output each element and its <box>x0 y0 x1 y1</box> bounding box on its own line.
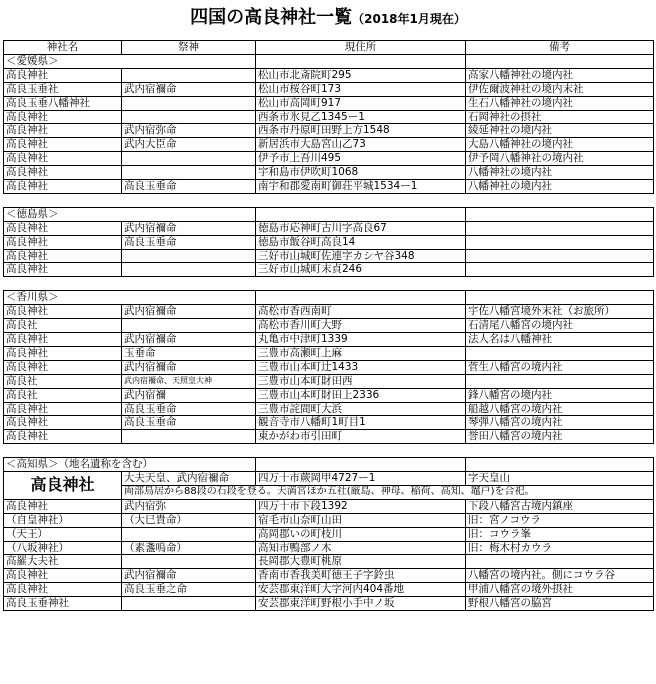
note-cell: 八幡神社の境内社 <box>466 166 654 180</box>
shrine-name-cell: 高良玉垂神社 <box>4 597 122 611</box>
address-cell: 四万十市下段1392 <box>256 499 466 513</box>
deity-cell <box>122 430 256 444</box>
shrine-name-cell: 高良神社 <box>4 360 122 374</box>
shrine-name-cell: （自皇神社） <box>4 513 122 527</box>
deity-cell <box>122 555 256 569</box>
section-blank <box>466 207 654 221</box>
note-cell <box>466 374 654 388</box>
shrine-name-cell: 高良神社 <box>4 110 122 124</box>
shrine-name-cell: 高良神社 <box>4 138 122 152</box>
shrine-name-cell: 高良神社 <box>4 333 122 347</box>
header-deity: 祭神 <box>122 41 256 55</box>
table-row <box>4 68 654 82</box>
spacer-cell <box>466 193 654 207</box>
address-cell: 東かがわ市引田町 <box>256 430 466 444</box>
shrine-name-cell: 高良神社 <box>4 499 122 513</box>
deity-cell <box>122 166 256 180</box>
table-row <box>4 402 654 416</box>
deity-cell: 武内宿禰命 <box>122 360 256 374</box>
header-note: 備考 <box>466 41 654 55</box>
deity-cell: 武内宿弥命 <box>122 124 256 138</box>
shrine-name-cell: 高良神社 <box>4 68 122 82</box>
shrine-name-cell: 高良神社 <box>4 583 122 597</box>
deity-cell: 武内宿禰命 <box>122 221 256 235</box>
spacer-cell <box>4 277 122 291</box>
spacer-cell <box>122 277 256 291</box>
address-cell: 観音寺市八幡町1町目1 <box>256 416 466 430</box>
address-cell: 新居浜市大島宮山乙73 <box>256 138 466 152</box>
deity-cell: 武内宿禰命 <box>122 569 256 583</box>
section-header-row <box>4 458 654 472</box>
spacer-cell <box>4 444 122 458</box>
page-subtitle: （2018年1月現在） <box>352 12 466 26</box>
note-cell: 石清尾八幡宮の境内社 <box>466 319 654 333</box>
section-blank <box>466 291 654 305</box>
table-body <box>4 54 654 610</box>
spacer-cell <box>466 444 654 458</box>
shrine-name-cell: （八坂神社） <box>4 541 122 555</box>
note-cell: 琴弾八幡宮の境内社 <box>466 416 654 430</box>
note-cell: 菅生八幡宮の境内社 <box>466 360 654 374</box>
note-cell: 鋒八幡宮の境内社 <box>466 388 654 402</box>
header-name: 神社名 <box>4 41 122 55</box>
note-cell: 大島八幡神社の境内社 <box>466 138 654 152</box>
deity-cell: 武内宿禰命 <box>122 82 256 96</box>
shrine-name-cell: 高良神社 <box>4 249 122 263</box>
table-row <box>4 472 654 486</box>
shrine-name-cell: 高良神社 <box>4 416 122 430</box>
shrine-name-cell: 高良神社 <box>4 180 122 194</box>
section-header-row <box>4 54 654 68</box>
note-cell: 船越八幡宮の境内社 <box>466 402 654 416</box>
section-blank <box>256 54 466 68</box>
note-cell: 法人名は八幡神社 <box>466 333 654 347</box>
table-row <box>4 374 654 388</box>
spacer-cell <box>466 277 654 291</box>
table-row <box>4 527 654 541</box>
table-row <box>4 569 654 583</box>
spacer-row <box>4 277 654 291</box>
section-label: ＜愛媛県＞ <box>4 54 256 68</box>
table-row <box>4 152 654 166</box>
address-cell: 三豊市山本町辻1433 <box>256 360 466 374</box>
deity-cell <box>122 68 256 82</box>
table-row <box>4 166 654 180</box>
table-row <box>4 597 654 611</box>
deity-cell: 高良玉垂命 <box>122 402 256 416</box>
spacer-row <box>4 193 654 207</box>
shrine-name-cell: 高良社 <box>4 374 122 388</box>
deity-cell: 武内大臣命 <box>122 138 256 152</box>
address-cell: 宿毛市山奈町山田 <box>256 513 466 527</box>
shrine-name-cell: 高良玉垂八幡神社 <box>4 96 122 110</box>
table-row <box>4 180 654 194</box>
note-cell <box>466 555 654 569</box>
section-header-row <box>4 207 654 221</box>
deity-cell: 高良玉垂命 <box>122 180 256 194</box>
note-cell: 八幡神社の境内社 <box>466 180 654 194</box>
address-cell: 安芸郡東洋町大字河内404番地 <box>256 583 466 597</box>
note-cell: 甲浦八幡宮の境外摂社 <box>466 583 654 597</box>
note-cell: 旧：宮ノコウラ <box>466 513 654 527</box>
spacer-cell <box>4 193 122 207</box>
shrine-name-cell: 高良神社 <box>4 124 122 138</box>
address-cell: 南宇和郡愛南町御荘平城1534ー1 <box>256 180 466 194</box>
address-cell: 四万十市蕨岡甲4727ー1 <box>256 472 466 486</box>
note-cell <box>466 263 654 277</box>
section-label: ＜香川県＞ <box>4 291 256 305</box>
note-cell <box>466 221 654 235</box>
address-cell: 三豊市詫間町大浜 <box>256 402 466 416</box>
address-cell: 高松市香川町大野 <box>256 319 466 333</box>
shrine-name-cell: 高良神社 <box>4 263 122 277</box>
shrine-name-cell: 高良神社 <box>4 152 122 166</box>
section-blank <box>256 291 466 305</box>
shrine-name-cell: 高良神社 <box>4 569 122 583</box>
section-label: ＜徳島県＞ <box>4 207 256 221</box>
deity-cell: 武内宿禰 <box>122 388 256 402</box>
address-cell: 香南市香我美町徳王子字鈴虫 <box>256 569 466 583</box>
note-cell: 八幡宮の境内社。側にコウラ谷 <box>466 569 654 583</box>
address-cell: 高岡郡いの町枝川 <box>256 527 466 541</box>
deity-cell <box>122 527 256 541</box>
table-row <box>4 263 654 277</box>
address-cell: 三好市山城町佐連字カシヤ谷348 <box>256 249 466 263</box>
table-row <box>4 416 654 430</box>
address-cell: 三豊市山本町財田上2336 <box>256 388 466 402</box>
deity-cell: 高良玉垂之命 <box>122 583 256 597</box>
deity-cell: （大巳貴命） <box>122 513 256 527</box>
address-cell: 三豊市山本町財田西 <box>256 374 466 388</box>
section-header-row <box>4 291 654 305</box>
address-cell: 安芸郡東洋町野根小手中ノ坂 <box>256 597 466 611</box>
description-cell: 両部鳥居から88段の石段を登る。天満宮ほか五社(厳島、神母、稲荷、高知、竈戸)を合祀。 <box>122 485 654 499</box>
table-row <box>4 249 654 263</box>
spacer-cell <box>256 193 466 207</box>
address-cell: 伊予市上吾川495 <box>256 152 466 166</box>
deity-cell: 武内宿禰命 <box>122 333 256 347</box>
table-row <box>4 513 654 527</box>
header-address: 現住所 <box>256 41 466 55</box>
deity-cell: 高良玉垂命 <box>122 416 256 430</box>
address-cell: 高松市香西南町 <box>256 305 466 319</box>
address-cell: 高知市鴨部ノ木 <box>256 541 466 555</box>
section-blank <box>256 458 466 472</box>
table-row <box>4 346 654 360</box>
table-row <box>4 333 654 347</box>
table-row <box>4 388 654 402</box>
shrine-name-cell: 高良神社 <box>4 235 122 249</box>
table-row <box>4 96 654 110</box>
note-cell: 宇佐八幡宮境外末社（お旅所） <box>466 305 654 319</box>
note-cell <box>466 249 654 263</box>
note-cell: 生石八幡神社の境内社 <box>466 96 654 110</box>
deity-cell <box>122 110 256 124</box>
note-cell: 伊予岡八幡神社の境内社 <box>466 152 654 166</box>
table-row <box>4 360 654 374</box>
note-cell: 伊佐爾波神社の境内末社 <box>466 82 654 96</box>
shrine-name-cell: 高良神社 <box>4 221 122 235</box>
note-cell: 石岡神社の摂社 <box>466 110 654 124</box>
table-row <box>4 499 654 513</box>
shrine-table <box>3 40 654 611</box>
deity-cell <box>122 319 256 333</box>
deity-cell: 武内宿弥 <box>122 499 256 513</box>
note-cell <box>466 235 654 249</box>
deity-cell: （素盞嗚命） <box>122 541 256 555</box>
deity-cell: 武内宿禰命 <box>122 305 256 319</box>
address-cell: 松山市桜谷町173 <box>256 82 466 96</box>
table-row <box>4 235 654 249</box>
address-cell: 三豊市高瀬町上麻 <box>256 346 466 360</box>
deity-cell <box>122 249 256 263</box>
table-row <box>4 82 654 96</box>
note-cell: 野根八幡宮の脇宮 <box>466 597 654 611</box>
note-cell: 誉田八幡宮の境内社 <box>466 430 654 444</box>
note-cell: 旧：梅木村カウラ <box>466 541 654 555</box>
section-blank <box>466 54 654 68</box>
spacer-cell <box>256 444 466 458</box>
table-row <box>4 541 654 555</box>
deity-cell: 大夫天皇、武内宿禰命 <box>122 472 256 486</box>
shrine-name-cell: 高良神社 <box>4 305 122 319</box>
note-cell: 字天皇山 <box>466 472 654 486</box>
table-row <box>4 138 654 152</box>
table-row <box>4 430 654 444</box>
deity-cell: 高良玉垂命 <box>122 235 256 249</box>
deity-cell: 玉垂命 <box>122 346 256 360</box>
address-cell: 三好市山城町末貞246 <box>256 263 466 277</box>
address-cell: 西条市丹原町田野上方1548 <box>256 124 466 138</box>
spacer-cell <box>122 444 256 458</box>
table-row <box>4 583 654 597</box>
note-cell: 下段八幡宮古境内鎮座 <box>466 499 654 513</box>
address-cell: 西条市氷見乙1345ー1 <box>256 110 466 124</box>
address-cell: 徳島市応神町古川字高良67 <box>256 221 466 235</box>
spacer-row <box>4 444 654 458</box>
table-row <box>4 221 654 235</box>
address-cell: 宇和島市伊吹町1068 <box>256 166 466 180</box>
note-cell: 高家八幡神社の境内社 <box>466 68 654 82</box>
deity-cell <box>122 597 256 611</box>
table-row <box>4 319 654 333</box>
note-cell <box>466 346 654 360</box>
deity-cell: 武内宿禰命、天照皇大神 <box>122 374 256 388</box>
section-blank <box>256 207 466 221</box>
shrine-name-cell: 高良社 <box>4 388 122 402</box>
deity-cell <box>122 152 256 166</box>
spacer-cell <box>122 193 256 207</box>
shrine-name-cell: 高良神社 <box>4 402 122 416</box>
shrine-name-large: 高良神社 <box>4 472 122 500</box>
table-row <box>4 305 654 319</box>
section-label: ＜高知県＞（地名遺称を含む） <box>4 458 256 472</box>
shrine-name-cell: 高良神社 <box>4 346 122 360</box>
table-row <box>4 110 654 124</box>
shrine-name-cell: 高良社 <box>4 319 122 333</box>
shrine-name-cell: 高良神社 <box>4 430 122 444</box>
note-cell: 綾延神社の境内社 <box>466 124 654 138</box>
shrine-name-cell: 高良神社 <box>4 166 122 180</box>
deity-cell <box>122 96 256 110</box>
address-cell: 丸亀市中津町1339 <box>256 333 466 347</box>
page-title: 四国の高良神社一覧 <box>190 7 353 28</box>
address-cell: 徳島市飯谷町高良14 <box>256 235 466 249</box>
deity-cell <box>122 263 256 277</box>
spacer-cell <box>256 277 466 291</box>
address-cell: 松山市高岡町917 <box>256 96 466 110</box>
note-cell: 旧：コウラ峯 <box>466 527 654 541</box>
section-blank <box>466 458 654 472</box>
shrine-name-cell: （天王） <box>4 527 122 541</box>
title-row <box>0 0 656 36</box>
address-cell: 長岡郡大豊町桃原 <box>256 555 466 569</box>
table-row <box>4 555 654 569</box>
table-row <box>4 124 654 138</box>
address-cell: 松山市北斎院町295 <box>256 68 466 82</box>
shrine-name-cell: 高良玉垂社 <box>4 82 122 96</box>
header-row <box>4 41 654 55</box>
shrine-name-cell: 高羅大夫社 <box>4 555 122 569</box>
